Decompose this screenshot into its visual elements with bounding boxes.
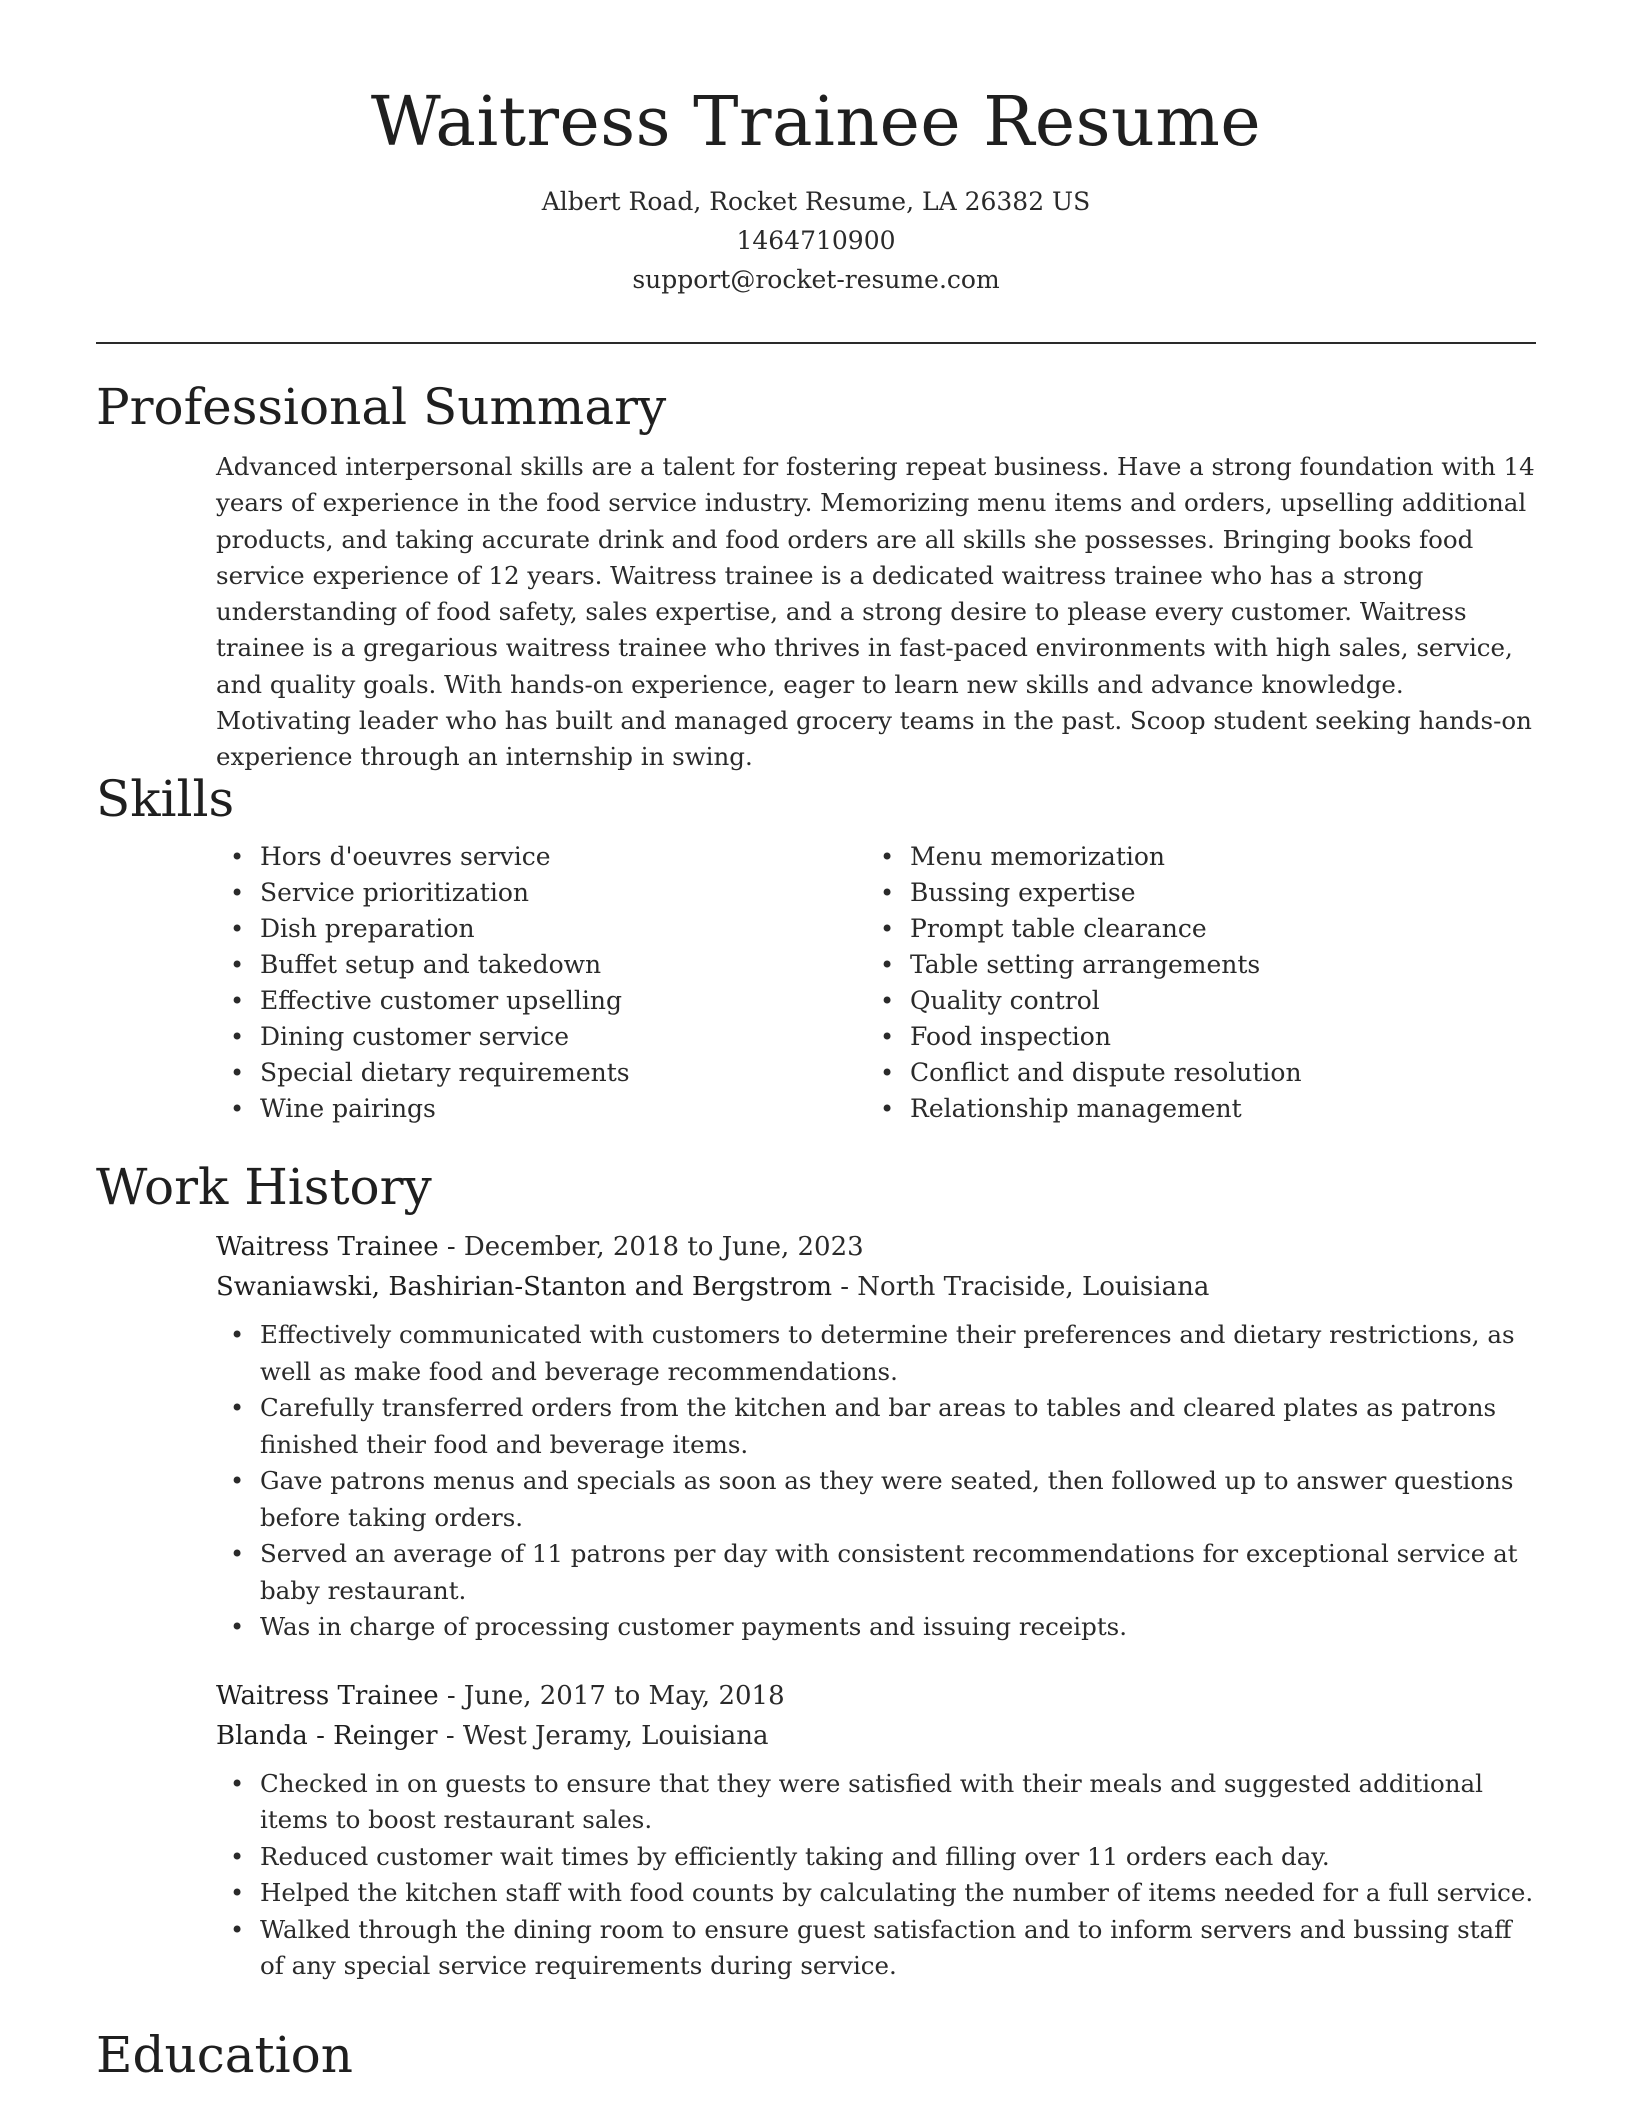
skill-item: • Wine pairings xyxy=(216,1091,866,1127)
job-duty-item: • Gave patrons menus and specials as soon as they were seated, then followed up to answer questions before taking orders. xyxy=(216,1463,1536,1536)
job-company-line xyxy=(216,1716,1536,1756)
job-duty-item: • Checked in on guests to ensure that they were satisfied with their meals and suggested additional items to boost restaurant sales. xyxy=(216,1766,1536,1839)
skill-item: • Bussing expertise xyxy=(866,875,1516,911)
job-duty-item: • Was in charge of processing customer payments and issuing receipts. xyxy=(216,1609,1536,1646)
job-dates: - June, 2017 to May, 2018 xyxy=(438,1680,785,1711)
skill-item: • Service prioritization xyxy=(216,875,866,911)
page-title: Waitress Trainee Resume xyxy=(370,83,1262,162)
job-title: Waitress Trainee xyxy=(216,1232,439,1262)
work-history-heading: Work History xyxy=(96,1158,432,1216)
job-duty-item: • Effectively communicated with customers to determine their preferences and dietary restrictions, as well as make food and beverage recommendations. xyxy=(216,1317,1536,1390)
job-entry xyxy=(216,1227,1536,1646)
work-history-section xyxy=(96,1160,1536,1985)
skills-section xyxy=(96,772,1536,1127)
job-company-line xyxy=(216,1267,1536,1307)
job-title-line xyxy=(216,1227,1536,1267)
skill-item: • Hors d'oeuvres service xyxy=(216,839,866,875)
job-title-line xyxy=(216,1676,1536,1716)
skill-item: • Table setting arrangements xyxy=(866,947,1516,983)
job-duty-item: • Served an average of 11 patrons per day with consistent recommendations for exceptional service at baby restaurant. xyxy=(216,1536,1536,1609)
job-title: Waitress Trainee xyxy=(216,1680,439,1711)
job-entry xyxy=(216,1676,1536,1985)
job-company: Swaniawski, Bashirian-Stanton and Bergstrom xyxy=(216,1272,832,1302)
resume-header xyxy=(0,0,1632,299)
job-company: Blanda - Reinger xyxy=(216,1720,438,1751)
header-divider xyxy=(96,342,1536,344)
skill-item: • Special dietary requirements xyxy=(216,1055,866,1091)
job-duties-list xyxy=(216,1766,1536,1985)
job-duty-item: • Reduced customer wait times by efficiently taking and filling over 11 orders each day. xyxy=(216,1839,1536,1876)
contact-email: support@rocket-resume.com xyxy=(632,265,1000,295)
skill-item: • Effective customer upselling xyxy=(216,983,866,1019)
education-heading: Education xyxy=(96,2026,353,2084)
summary-text: Advanced interpersonal skills are a talent for fostering repeat business. Have a strong foundation with 14 years of experience in the food service industry. Memorizing menu items and orders, upselling additional products, and taking accurate drink and food orders are all skills she possesses. Bringing books food service experience of 12 years. Waitress trainee is a dedicated waitress trainee who has a strong understanding of food safety, sales expertise, and a strong desire to please every customer. Waitress trainee is a gregarious waitress trainee who thrives in fast-paced environments with high sales, service, and quality goals. With hands-on experience, eager to learn new skills and advance knowledge. Motivating leader who has built and managed grocery teams in the past. Scoop student seeking hands-on experience through an internship in swing. xyxy=(216,452,1535,772)
job-duty-item: • Carefully transferred orders from the kitchen and bar areas to tables and cleared plates as patrons finished their food and beverage items. xyxy=(216,1390,1536,1463)
skill-item: • Quality control xyxy=(866,983,1516,1019)
skill-item: • Conflict and dispute resolution xyxy=(866,1055,1516,1091)
skill-item: • Buffet setup and takedown xyxy=(216,947,866,983)
job-dates: - December, 2018 to June, 2023 xyxy=(438,1232,864,1262)
summary-section xyxy=(96,380,1536,776)
skills-grid xyxy=(216,839,1536,1127)
skill-item: • Food inspection xyxy=(866,1019,1516,1055)
skills-heading: Skills xyxy=(96,770,235,828)
skill-item: • Dish preparation xyxy=(216,911,866,947)
summary-heading: Professional Summary xyxy=(96,378,667,436)
skills-list-left xyxy=(216,839,866,1127)
job-location: - North Traciside, Louisiana xyxy=(831,1272,1210,1302)
skill-item: • Dining customer service xyxy=(216,1019,866,1055)
contact-block xyxy=(0,182,1632,299)
skills-list-right xyxy=(866,839,1516,1127)
skill-item: • Relationship management xyxy=(866,1091,1516,1127)
job-duty-item: • Walked through the dining room to ensure guest satisfaction and to inform servers and bussing staff of any special service requirements during service. xyxy=(216,1912,1536,1985)
contact-phone: 1464710900 xyxy=(736,226,896,256)
job-location: - West Jeramy, Louisiana xyxy=(437,1720,769,1751)
job-duty-item: • Helped the kitchen staff with food counts by calculating the number of items needed for a full service. xyxy=(216,1875,1536,1912)
job-duties-list xyxy=(216,1317,1536,1646)
skill-item: • Menu memorization xyxy=(866,839,1516,875)
skill-item: • Prompt table clearance xyxy=(866,911,1516,947)
contact-address: Albert Road, Rocket Resume, LA 26382 US xyxy=(541,187,1091,217)
education-section xyxy=(96,2028,1536,2083)
